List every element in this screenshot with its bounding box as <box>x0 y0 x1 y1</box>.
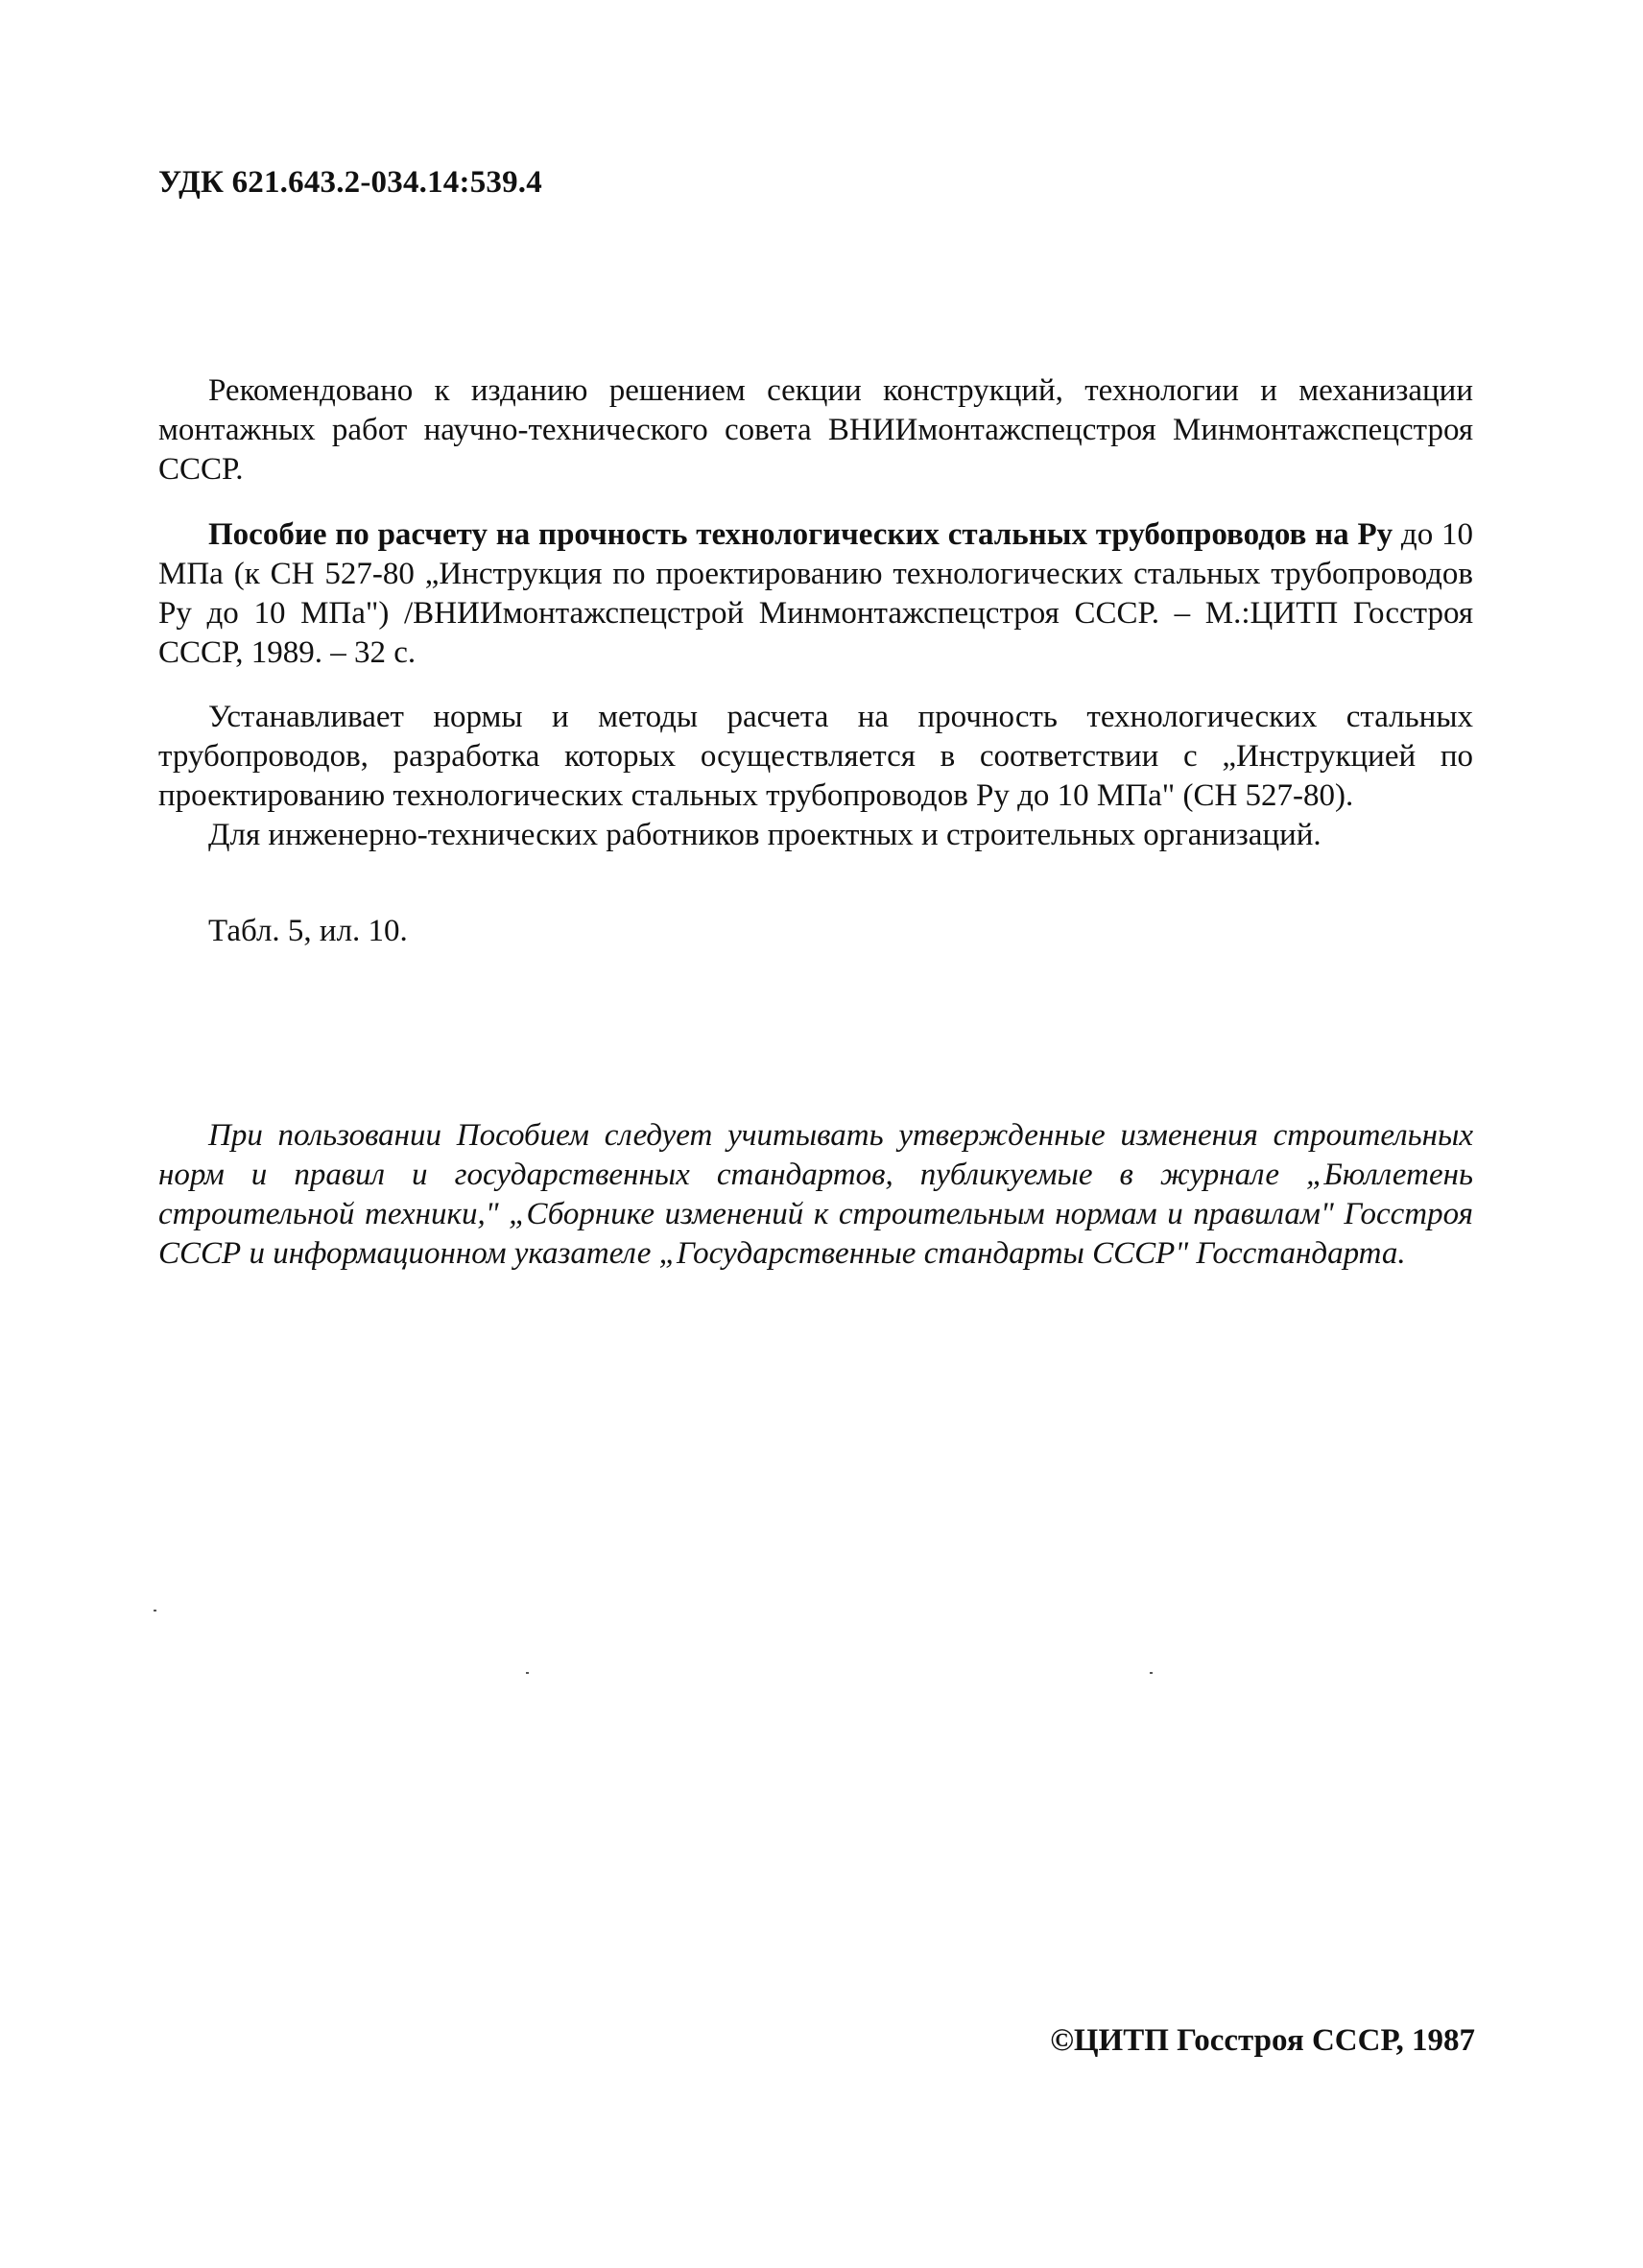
bibliographic-description <box>158 515 1473 673</box>
bibliography-paragraph <box>158 515 1473 673</box>
recommendation-paragraph <box>158 371 1473 489</box>
tables-illustrations-count <box>158 912 1473 951</box>
copyright-notice: ©ЦИТП Госстроя СССР, 1987 <box>1050 2023 1475 2058</box>
scan-speck <box>1150 1672 1153 1674</box>
usage-notice <box>158 1116 1473 1274</box>
abstract <box>158 698 1473 855</box>
abstract-paragraph-1: Устанавливает нормы и методы расчета на прочность технологических стальных трубопроводов, разработка которых осуществляется в соответствии с „Инструкцией по проектированию технологических стальных трубопроводов Pу до 10 МПа" (СН 527-80). <box>158 700 1473 813</box>
usage-notice-text: При пользовании Пособием следует учитывать утвержденные изменения строительных норм и правил и государственных стандартов, публикуемые в журнале „Бюллетень строительной техники," „Сборнике изменений к строительным нормам и правилам" Госстроя СССР и информационном указателе „Государственные стандарты СССР" Госстандарта. <box>158 1118 1473 1271</box>
tables-illustrations-text: Табл. 5, ил. 10. <box>208 914 408 948</box>
abstract-paragraph-2: Для инженерно-технических работников проектных и строительных организаций. <box>208 818 1322 852</box>
bibliography-details: до 10 МПа (к СН 527-80 „Инструкция по проектированию технологических стальных трубопроводов Pу до 10 МПа") /ВНИИмонтажспецстрой Минмонтажспецстроя СССР. – М.:ЦИТП Госстроя СССР, 1989. – 32 с. <box>158 517 1474 670</box>
scan-speck <box>154 1610 156 1611</box>
bibliography-title: Пособие по расчету на прочность технологических стальных трубопроводов на Pу <box>208 517 1393 552</box>
scan-speck <box>526 1672 529 1674</box>
recommendation-text: Рекомендовано к изданию решением секции конструкций, технологии и механизации монтажных работ научно-технического совета ВНИИмонтажспецстроя Минмонтажспецстроя СССР. <box>158 373 1473 487</box>
udk-code: УДК 621.643.2-034.14:539.4 <box>158 165 542 200</box>
